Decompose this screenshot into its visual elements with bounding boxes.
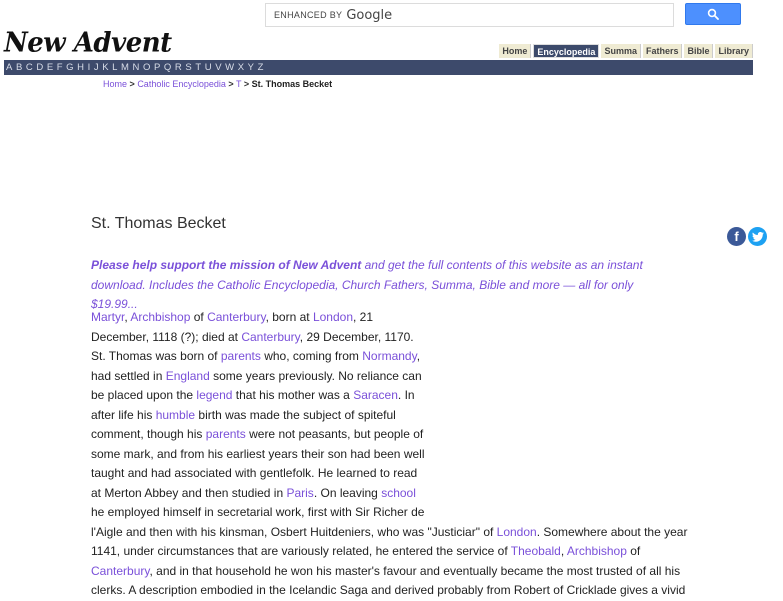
article-text: at Merton Abbey and then studied in (91, 485, 287, 500)
alphabet-letter-m[interactable]: M (121, 62, 129, 73)
article-text: were not peasants, but people of (245, 427, 424, 441)
article-text: comment, though his (91, 427, 206, 441)
alphabet-letter-a[interactable]: A (6, 62, 13, 73)
alphabet-letter-u[interactable]: U (204, 62, 212, 73)
alphabet-letter-z[interactable]: Z (257, 62, 264, 73)
article-link[interactable]: legend (196, 388, 233, 402)
alphabet-letter-b[interactable]: B (15, 62, 23, 73)
breadcrumb-separator: > (243, 79, 250, 89)
article-link[interactable]: Archbishop (566, 544, 627, 558)
alphabet-letter-y[interactable]: Y (247, 62, 254, 73)
article-text: be placed upon the (91, 388, 197, 402)
search-input[interactable] (265, 3, 674, 27)
article-text: , (124, 310, 131, 324)
breadcrumb-separator: > (129, 79, 135, 89)
tab-summa[interactable]: Summa (601, 44, 641, 58)
alphabet-letter-l[interactable]: L (112, 62, 118, 73)
article-text: 1141, under circumstances that are variously related, he entered the service of (91, 544, 511, 558)
alphabet-letter-p[interactable]: P (153, 62, 161, 73)
promo-text: and get the full contents of this website as an instant (361, 258, 643, 272)
article-line (91, 503, 687, 523)
article-link[interactable]: Archbishop (130, 310, 191, 324)
search-enhanced-label: ENHANCED BY (274, 10, 343, 20)
social-share (727, 227, 767, 246)
article-link[interactable]: Canterbury (241, 329, 300, 344)
alphabet-letter-i[interactable]: I (87, 62, 91, 73)
article-line (91, 386, 687, 406)
article-line (91, 425, 687, 445)
article-link[interactable]: Canterbury (91, 563, 150, 578)
search-google-label: Google (346, 7, 393, 23)
article-text: , (560, 544, 567, 558)
article-text: he employed himself in secretarial work, first with Sir Richer de (91, 505, 425, 519)
article-body (91, 308, 687, 601)
article-line (91, 562, 687, 582)
article-line (91, 406, 687, 426)
article-line (91, 367, 687, 387)
tab-fathers[interactable]: Fathers (643, 44, 683, 58)
facebook-share-button[interactable] (727, 227, 746, 246)
alphabet-letter-c[interactable]: C (25, 62, 33, 73)
breadcrumb (103, 79, 332, 89)
article-line (91, 542, 687, 562)
alphabet-letter-t[interactable]: T (195, 62, 202, 73)
article-link[interactable]: London (496, 524, 537, 539)
search-icon (707, 8, 719, 20)
article-line (91, 523, 687, 543)
alphabet-letter-x[interactable]: X (237, 62, 245, 73)
site-logo[interactable]: New Advent (4, 27, 172, 59)
article-link[interactable]: Paris (286, 485, 314, 500)
article-text: some mark, and from his earliest years their son had been well (91, 446, 425, 461)
article-line (91, 445, 687, 465)
article-text: that his mother was a (232, 388, 354, 402)
article-line (91, 484, 687, 504)
twitter-share-button[interactable] (748, 227, 767, 246)
alphabet-letter-q[interactable]: Q (163, 62, 172, 73)
alphabet-letter-k[interactable]: K (102, 62, 109, 73)
facebook-icon: f (734, 229, 739, 244)
article-text: taught and had associated with gentlefolk. He learned to read (91, 466, 418, 480)
alphabet-letter-o[interactable]: O (143, 62, 151, 73)
alphabet-letter-g[interactable]: G (66, 62, 74, 73)
article-text: l'Aigle and then with his kinsman, Osbert Huitdeniers, who was "Justiciar" of (91, 524, 497, 539)
breadcrumb-letter[interactable]: T (236, 79, 242, 89)
article-text: some years previously. No reliance can (209, 368, 422, 383)
tab-home[interactable]: Home (499, 44, 531, 58)
article-line (91, 464, 687, 484)
article-link[interactable]: humble (155, 407, 196, 422)
article-link[interactable]: London (312, 310, 353, 324)
tab-bible[interactable]: Bible (684, 44, 713, 58)
article-link[interactable]: Martyr (91, 310, 125, 324)
article-link[interactable]: Theobald (510, 544, 561, 558)
breadcrumb-separator: > (228, 79, 234, 89)
alphabet-nav (4, 60, 753, 75)
alphabet-letter-e[interactable]: E (46, 62, 54, 73)
article-text: , and in that household he won his master's favour and eventually became the most trusted of all his (149, 563, 681, 578)
alphabet-letter-n[interactable]: N (132, 62, 140, 73)
article-text: birth was made the subject of spiteful (195, 407, 396, 422)
article-text: . On leaving (313, 485, 382, 500)
alphabet-letter-f[interactable]: F (56, 62, 63, 73)
article-text: , born at (265, 310, 313, 324)
tab-encyclopedia[interactable]: Encyclopedia (533, 44, 599, 58)
article-link[interactable]: Saracen (353, 388, 398, 402)
promo-bold-text: Please help support the mission of New Advent (91, 258, 362, 272)
article-link[interactable]: parents (220, 349, 261, 363)
tab-library[interactable]: Library (715, 44, 753, 58)
article-line (91, 308, 687, 328)
article-line (91, 347, 687, 367)
article-text: , 29 December, 1170. (299, 329, 414, 344)
article-text: had settled in (91, 368, 166, 383)
alphabet-letter-d[interactable]: D (36, 62, 44, 73)
article-link[interactable]: Normandy (362, 349, 417, 363)
top-nav (499, 44, 753, 58)
article-text: . Somewhere about the year (536, 524, 688, 539)
breadcrumb-current: St. Thomas Becket (251, 79, 333, 89)
article-link[interactable]: England (165, 368, 210, 383)
article-text: , (416, 349, 421, 363)
support-promo[interactable] (91, 256, 671, 315)
article-text: , 21 (353, 310, 374, 324)
article-line (91, 328, 687, 348)
article-text: after life his (91, 407, 156, 422)
alphabet-letter-v[interactable]: V (215, 62, 222, 73)
promo-text-line2: download. Includes the Catholic Encyclopedia, Church Fathers, Summa, Bible and more — all for only $19.99... (91, 277, 634, 311)
breadcrumb-catholic-encyclopedia[interactable]: Catholic Encyclopedia (137, 79, 226, 89)
article-text: of (626, 544, 641, 558)
alphabet-letter-h[interactable]: H (77, 62, 85, 73)
alphabet-letter-j[interactable]: J (93, 62, 99, 73)
article-text: of (190, 310, 208, 324)
article-text: December, 1118 (?); died at (91, 329, 242, 344)
breadcrumb-home[interactable]: Home (103, 79, 128, 89)
page-title: St. Thomas Becket (91, 215, 226, 232)
alphabet-letter-r[interactable]: R (174, 62, 182, 73)
article-link[interactable]: parents (205, 427, 246, 441)
alphabet-letter-s[interactable]: S (185, 62, 192, 73)
article-line (91, 581, 687, 601)
twitter-icon (752, 232, 764, 242)
search-button[interactable] (685, 3, 741, 25)
article-text: . In (397, 388, 415, 402)
article-text: who, coming from (260, 349, 363, 363)
article-link[interactable]: Canterbury (207, 310, 266, 324)
alphabet-letter-w[interactable]: W (225, 62, 235, 73)
article-text: St. Thomas was born of (91, 349, 221, 363)
article-link[interactable]: school (381, 485, 416, 500)
article-text: clerks. A description embodied in the Icelandic Saga and derived probably from Robert of Cricklade gives a vivid (91, 583, 686, 597)
